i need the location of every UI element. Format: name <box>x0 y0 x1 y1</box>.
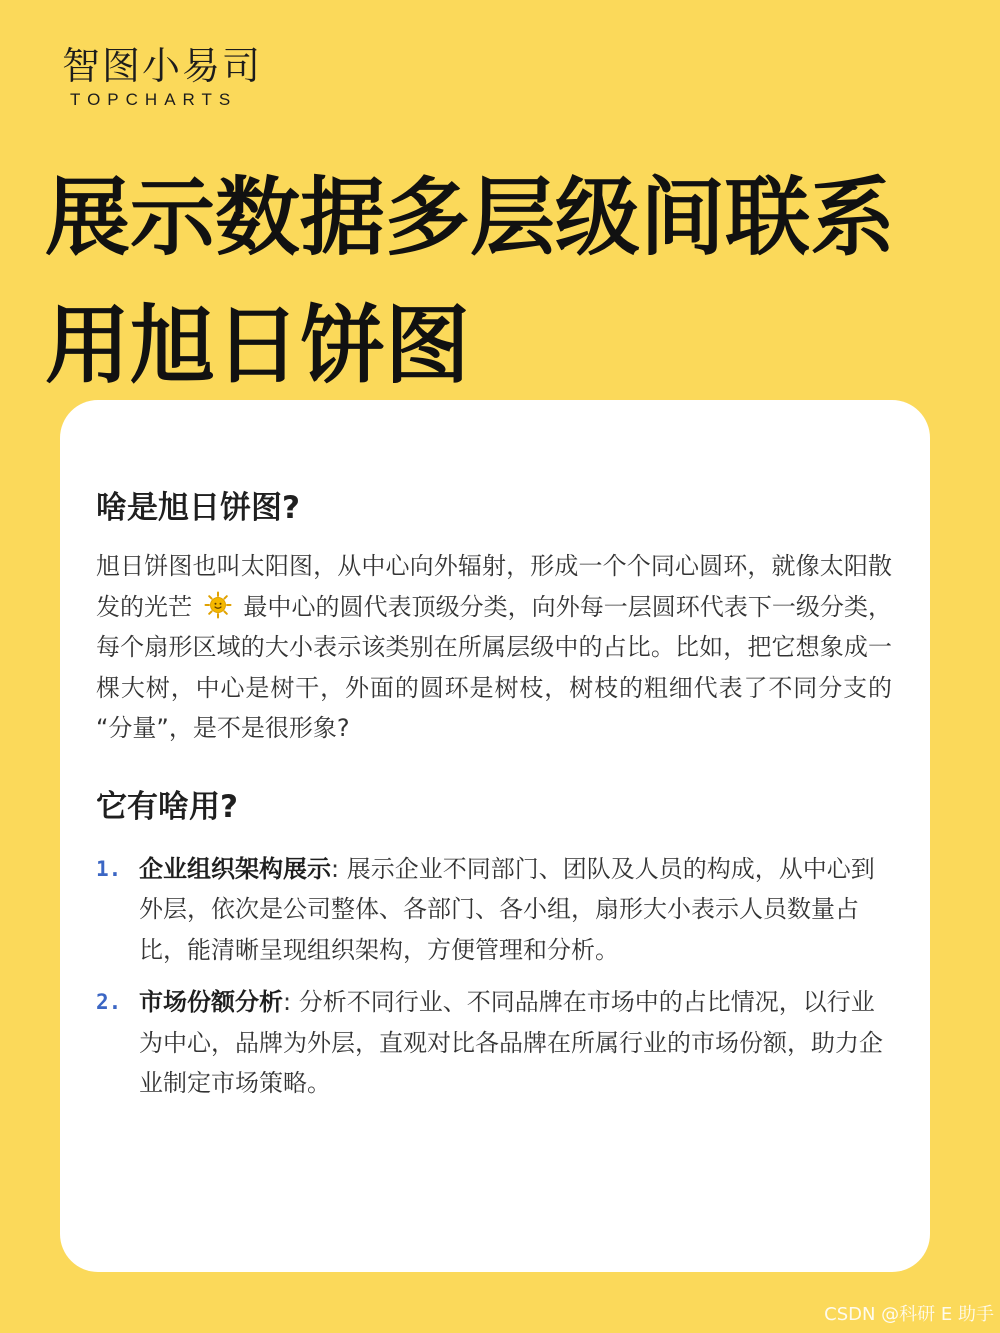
page-title <box>45 155 975 411</box>
list-item-term: 市场份额分析 <box>139 988 283 1016</box>
brand-name-en: TOPCHARTS <box>70 90 238 109</box>
title-line-1: 展示数据多层级间联系 <box>45 169 896 268</box>
sun-icon <box>204 591 232 619</box>
list-item-text: 分析不同行业、不同品牌在市场中的占比情况，以行业为中心，品牌为外层，直观对比各品牌在所属行业的市场份额，助力企业制定市场策略。 <box>139 988 883 1097</box>
uses-list <box>96 849 892 1104</box>
content-card <box>60 400 930 1272</box>
brand-logo <box>62 44 272 110</box>
list-item-text: 展示企业不同部门、团队及人员的构成，从中心到外层，依次是公司整体、各部门、各小组，扇形大小表示人员数量占比，能清晰呈现组织架构，方便管理和分析。 <box>139 854 875 964</box>
list-item-separator: : <box>283 988 292 1016</box>
list-item-separator: : <box>331 854 340 883</box>
paragraph-text-part1: 旭日饼图也叫太阳图，从中心向外辐射，形成一个个同心圆环，就像太阳散发的光芒 <box>96 552 892 621</box>
list-item <box>96 849 892 971</box>
title-line-2: 用旭日饼图 <box>45 297 471 396</box>
list-marker: 2. <box>96 990 122 1014</box>
section-paragraph-what <box>96 546 892 749</box>
section-heading-what: 啥是旭日饼图? <box>96 490 300 526</box>
section-heading-uses: 它有啥用? <box>96 788 238 825</box>
brand-name-cn: 智图小易司 <box>62 44 263 88</box>
list-item <box>96 982 892 1104</box>
list-item-term: 企业组织架构展示 <box>139 854 331 883</box>
watermark: CSDN @科研 E 助手 <box>824 1304 994 1325</box>
list-marker: 1. <box>96 856 122 881</box>
paragraph-text-part2: 最中心的圆代表顶级分类，向外每一层圆环代表下一级分类，每个扇形区域的大小表示该类别在所属层级中的占比。比如，把它想象成一棵大树，中心是树干，外面的圆环是树枝，树枝的粗细代表了不同分支的 “分量”，是不是很形象? <box>96 592 892 742</box>
